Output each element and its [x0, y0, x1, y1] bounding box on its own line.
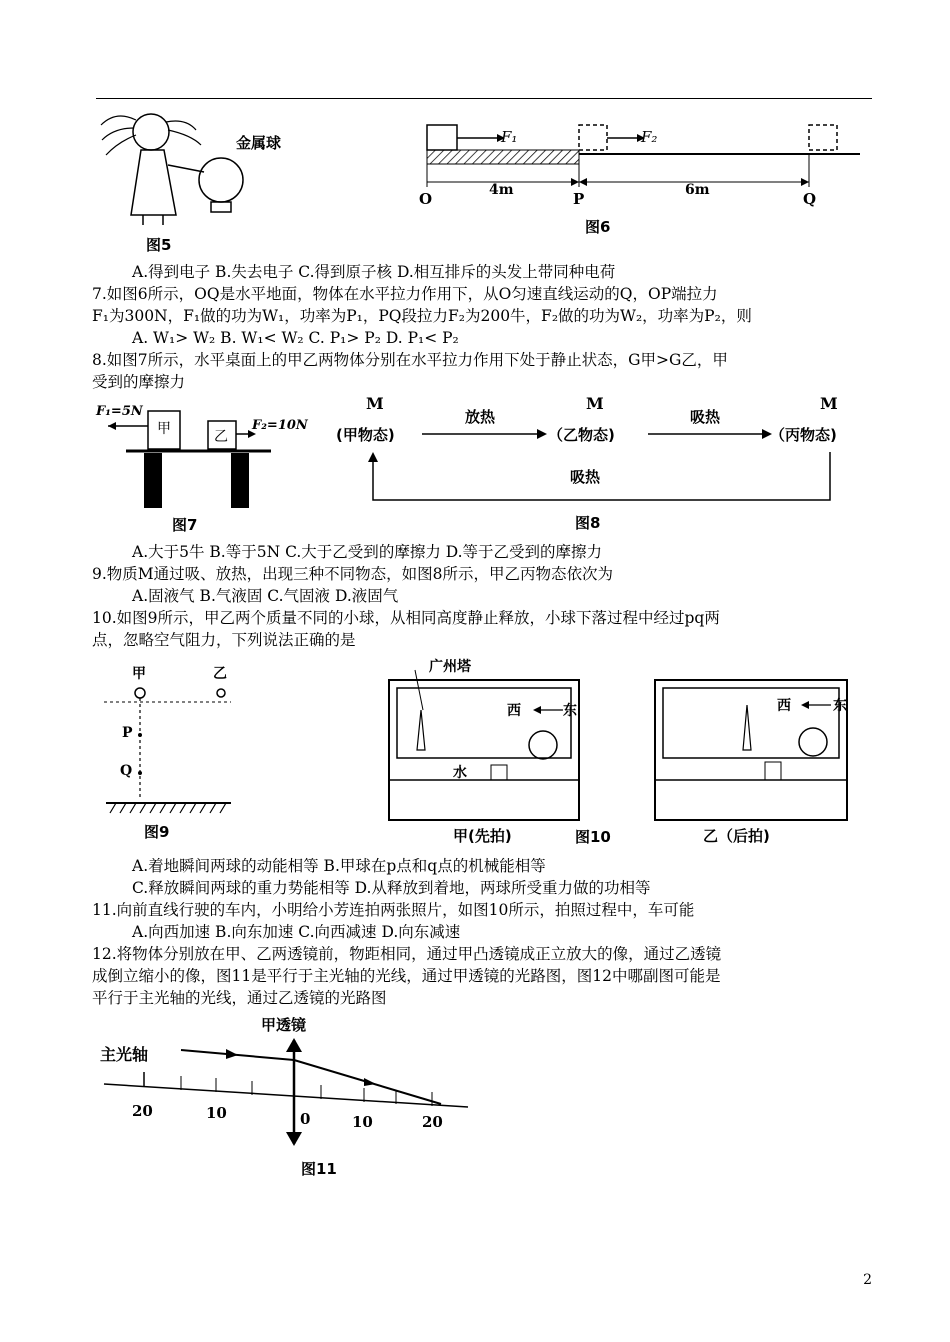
tick-label: 0: [300, 1110, 311, 1128]
q7-stem-2: F₁为300N，F₁做的功为W₁，功率为P₁，PQ段拉力F₂为200牛，F₂做的功为W₂，功率为P₂，则: [92, 307, 752, 325]
figure-10-drawing: [385, 650, 865, 830]
m-middle: M: [586, 394, 604, 413]
tick-label: 10: [206, 1104, 227, 1122]
point-q-label: Q: [120, 763, 133, 779]
figure-7: [96, 396, 308, 538]
f1-label: F₁=5N: [96, 404, 143, 419]
tower-label: 广州塔: [429, 659, 471, 675]
q7-stem-1: 7.如图6所示，OQ是水平地面，物体在水平拉力作用下，从O匀速直线运动的Q，OP端拉力: [92, 285, 718, 303]
q8-stem-1: 8.如图7所示，水平桌面上的甲乙两物体分别在水平拉力作用下处于静止状态，G甲>G乙，甲: [92, 351, 728, 369]
f1-label: F₁: [501, 128, 518, 146]
distance-pq: 6m: [685, 182, 710, 198]
q7-options: A. W₁> W₂ B. W₁< W₂ C. P₁> P₂ D. P₁< P₂: [132, 329, 459, 347]
q12-stem-1: 12.将物体分别放在甲、乙两透镜前，物距相同，通过甲凸透镜成正立放大的像，通过乙透镜: [92, 945, 722, 963]
figure-5-caption: 图5: [146, 236, 172, 254]
m-left: M: [366, 394, 384, 413]
tick-label: 10: [352, 1113, 373, 1131]
point-p-label: P: [122, 725, 133, 741]
header-rule: [96, 98, 872, 99]
q12-stem-3: 平行于主光轴的光线，通过乙透镜的光路图: [92, 989, 387, 1007]
q10-stem-1: 10.如图9所示，甲乙两个质量不同的小球，从相同高度静止释放，小球下落过程中经过pq两: [92, 609, 720, 627]
q6-options: A.得到电子 B.失去电子 C.得到原子核 D.相互排斥的头发上带同种电荷: [132, 263, 616, 281]
object-yi: 乙: [214, 429, 228, 445]
figure-7-caption: 图7: [172, 516, 198, 534]
ball-yi-label: 乙: [213, 666, 227, 682]
f2-label: F₂=10N: [252, 418, 308, 433]
figure-8: [330, 392, 875, 538]
absorb-heat-label: 吸热: [690, 408, 721, 426]
object-jia: 甲: [157, 421, 171, 437]
figure-6-drawing: [405, 112, 875, 242]
figure-11: [96, 1012, 476, 1187]
west-label-left: 西: [507, 703, 521, 719]
east-label-left: 东: [563, 703, 577, 719]
q9-options: A.固液气 B.气液固 C.气固液 D.液固气: [132, 587, 399, 605]
principal-axis-label: 主光轴: [100, 1045, 149, 1064]
photo-yi-caption: 乙（后拍): [703, 827, 770, 845]
state-yi: （乙物态): [548, 426, 615, 444]
water-label: 水: [453, 765, 467, 781]
q10-options-1: A.着地瞬间两球的动能相等 B.甲球在p点和q点的机械能相等: [132, 857, 546, 875]
photo-jia-caption: 甲(先拍): [453, 827, 512, 845]
m-right: M: [820, 394, 838, 413]
figure-10: [385, 650, 865, 850]
state-bing: （丙物态): [770, 426, 837, 444]
figure-8-caption: 图8: [575, 514, 601, 532]
west-label-right: 西: [777, 698, 791, 714]
q10-stem-2: 点，忽略空气阻力，下列说法正确的是: [92, 631, 356, 649]
q8-stem-2: 受到的摩擦力: [92, 373, 186, 391]
lens-jia-label: 甲透镜: [261, 1016, 307, 1034]
q11-stem: 11.向前直线行驶的车内，小明给小芳连拍两张照片，如图10所示，拍照过程中，车可能: [92, 901, 695, 919]
absorb-heat-bottom-label: 吸热: [570, 468, 601, 486]
distance-op: 4m: [489, 182, 514, 198]
point-p: P: [573, 190, 585, 208]
q10-options-2: C.释放瞬间两球的重力势能相等 D.从释放到着地，两球所受重力做的功相等: [132, 879, 651, 897]
state-jia: (甲物态): [336, 426, 395, 444]
figure-6-caption: 图6: [585, 218, 611, 236]
figure-10-caption: 图10: [575, 828, 611, 846]
release-heat-label: 放热: [465, 408, 496, 426]
point-q: Q: [803, 190, 817, 208]
figure-5-drawing: [96, 100, 296, 260]
point-o: O: [419, 190, 433, 208]
tick-label: 20: [132, 1102, 153, 1120]
figure-5: [96, 100, 296, 260]
metal-ball-label: 金属球: [236, 134, 282, 152]
tick-label: 20: [422, 1113, 443, 1131]
figure-6: [405, 112, 875, 242]
east-label-right: 东: [833, 698, 847, 714]
figure-9-drawing: [96, 655, 256, 830]
figure-11-caption: 图11: [301, 1160, 337, 1178]
ball-jia-label: 甲: [132, 666, 146, 682]
q12-stem-2: 成倒立缩小的像，图11是平行于主光轴的光线，通过甲透镜的光路图，图12中哪副图可能是: [92, 967, 721, 985]
figure-9: [96, 655, 256, 847]
q11-options: A.向西加速 B.向东加速 C.向西减速 D.向东减速: [132, 923, 461, 941]
figure-9-caption: 图9: [144, 823, 170, 841]
f2-label: F₂: [641, 128, 658, 146]
page-number: 2: [863, 1272, 872, 1288]
q8-options: A.大于5牛 B.等于5N C.大于乙受到的摩擦力 D.等于乙受到的摩擦力: [132, 543, 603, 561]
q9-stem: 9.物质M通过吸、放热，出现三种不同物态，如图8所示，甲乙丙物态依次为: [92, 565, 614, 583]
